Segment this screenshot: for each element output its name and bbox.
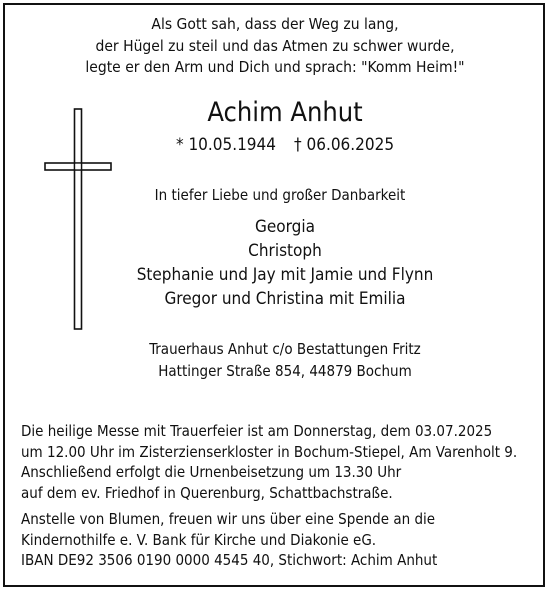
family-member: Stephanie und Jay mit Jamie und Flynn <box>136 265 434 285</box>
deceased-name: Achim Anhut <box>207 97 363 128</box>
family-member: Georgia <box>255 217 315 237</box>
service-line-1: Die heilige Messe mit Trauerfeier ist am Donnerstag, dem 03.07.2025 <box>21 422 493 440</box>
donation-line-2: Kindernothilfe e. V. Bank für Kirche und Diakonie eG. <box>21 530 377 549</box>
motto-line-1: Als Gott sah, dass der Weg zu lang, <box>151 15 399 33</box>
service-details <box>21 421 541 571</box>
mourning-house-line-2: Hattinger Straße 854, 44879 Bochum <box>158 362 412 380</box>
family-member: Gregor und Christina mit Emilia <box>164 289 406 309</box>
family-member: Christoph <box>248 241 322 261</box>
motto-verse <box>0 14 550 79</box>
grief-line: In tiefer Liebe und großer Danbarkeit <box>154 186 406 204</box>
family-list <box>100 215 470 311</box>
mourning-house <box>120 338 450 382</box>
service-line-3: Anschließend erfolgt die Urnenbeisetzung um 13.30 Uhr <box>21 463 402 481</box>
death-date: † 06.06.2025 <box>294 135 395 155</box>
donation-line-1: Anstelle von Blumen, freuen wir uns über eine Spende an die <box>21 510 436 528</box>
motto-line-3: legte er den Arm und Dich und sprach: "Komm Heim!" <box>85 58 465 76</box>
donation-line-3: IBAN DE92 3506 0190 0000 4545 40, Stichwort: Achim Anhut <box>21 551 438 569</box>
life-dates <box>160 134 410 156</box>
birth-date: * 10.05.1944 <box>175 135 276 155</box>
mourning-house-line-1: Trauerhaus Anhut c/o Bestattungen Fritz <box>149 340 421 358</box>
service-line-2: um 12.00 Uhr im Zisterzienserkloster in Bochum-Stiepel, Am Varenholt 9. <box>21 442 518 461</box>
service-line-4: auf dem ev. Friedhof in Querenburg, Schattbachstraße. <box>21 483 393 502</box>
motto-line-2: der Hügel zu steil und das Atmen zu schwer wurde, <box>95 36 455 55</box>
